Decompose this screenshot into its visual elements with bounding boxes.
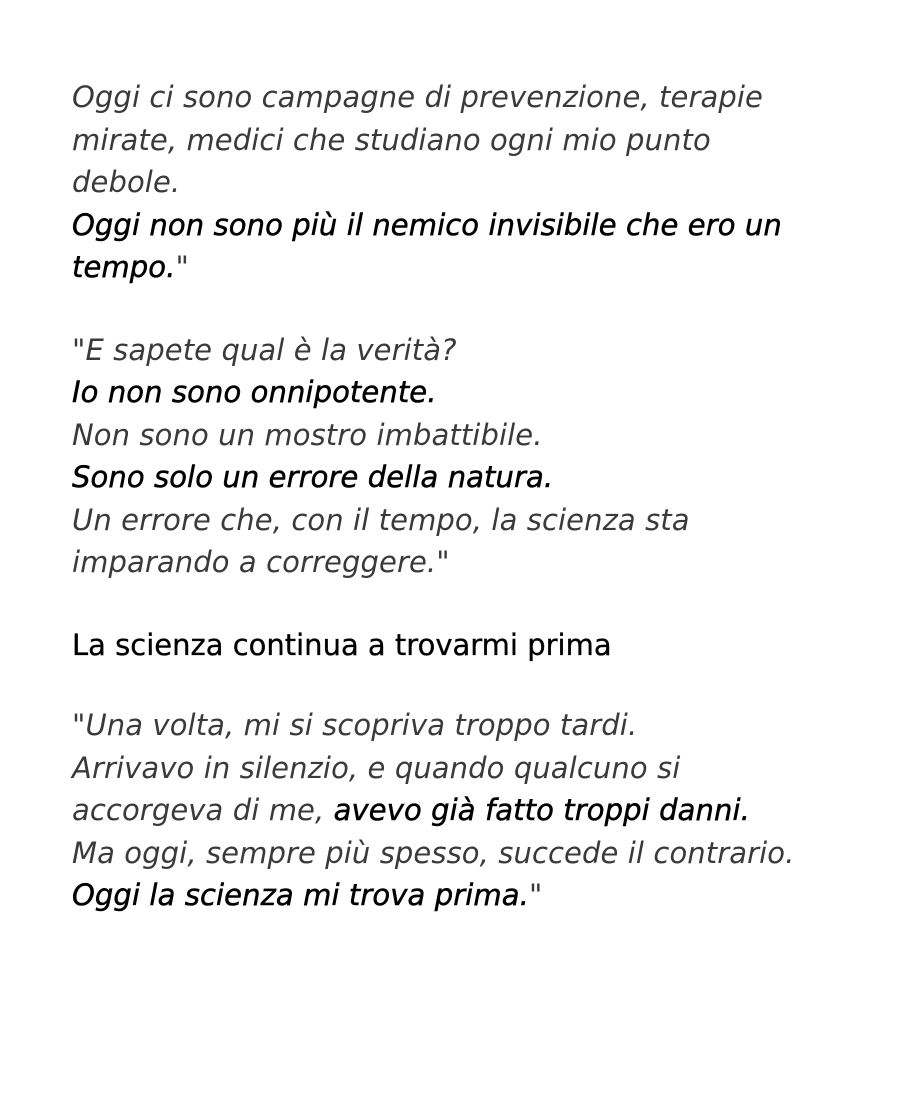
- paragraph-early-detection: [72, 704, 860, 917]
- text-emphasis: tempo.: [72, 250, 176, 284]
- text-line: "Una volta, mi si scopriva troppo tardi.: [72, 708, 638, 742]
- text-line: debole.: [72, 165, 181, 199]
- closing-quote: ": [528, 878, 543, 912]
- text-emphasis: Oggi la scienza mi trova prima.: [72, 878, 529, 912]
- text-line-emphasis: Io non sono onnipotente.: [72, 375, 437, 409]
- text-line: Non sono un mostro imbattibile.: [72, 417, 543, 452]
- text-regular: accorgeva di me,: [72, 793, 334, 827]
- text-line-emphasis: Sono solo un errore della natura.: [72, 460, 554, 494]
- text-line: Ma oggi, sempre più spesso, succede il contrario.: [72, 835, 795, 870]
- section-heading: La scienza continua a trovarmi prima: [72, 627, 612, 662]
- text-line: Arrivavo in silenzio, e quando qualcuno si: [72, 750, 681, 785]
- text-emphasis: avevo già fatto troppi danni.: [333, 793, 750, 827]
- paragraph-prevention: [72, 76, 860, 289]
- text-line-mixed: [72, 789, 860, 832]
- text-line: Un errore che, con il tempo, la scienza sta: [72, 502, 690, 537]
- paragraph-truth: [72, 329, 860, 584]
- text-line-emphasis: Oggi non sono più il nemico invisibile che ero un: [72, 207, 782, 242]
- text-line: mirate, medici che studiano ogni mio punto: [72, 122, 711, 157]
- text-line: Oggi ci sono campagne di prevenzione, terapie: [72, 80, 763, 114]
- closing-quote: ": [175, 250, 189, 284]
- text-line: "E sapete qual è la verità?: [72, 332, 457, 367]
- text-line: imparando a correggere.": [72, 545, 450, 579]
- text-line-mixed: [72, 874, 860, 917]
- text-line-mixed: [72, 246, 860, 289]
